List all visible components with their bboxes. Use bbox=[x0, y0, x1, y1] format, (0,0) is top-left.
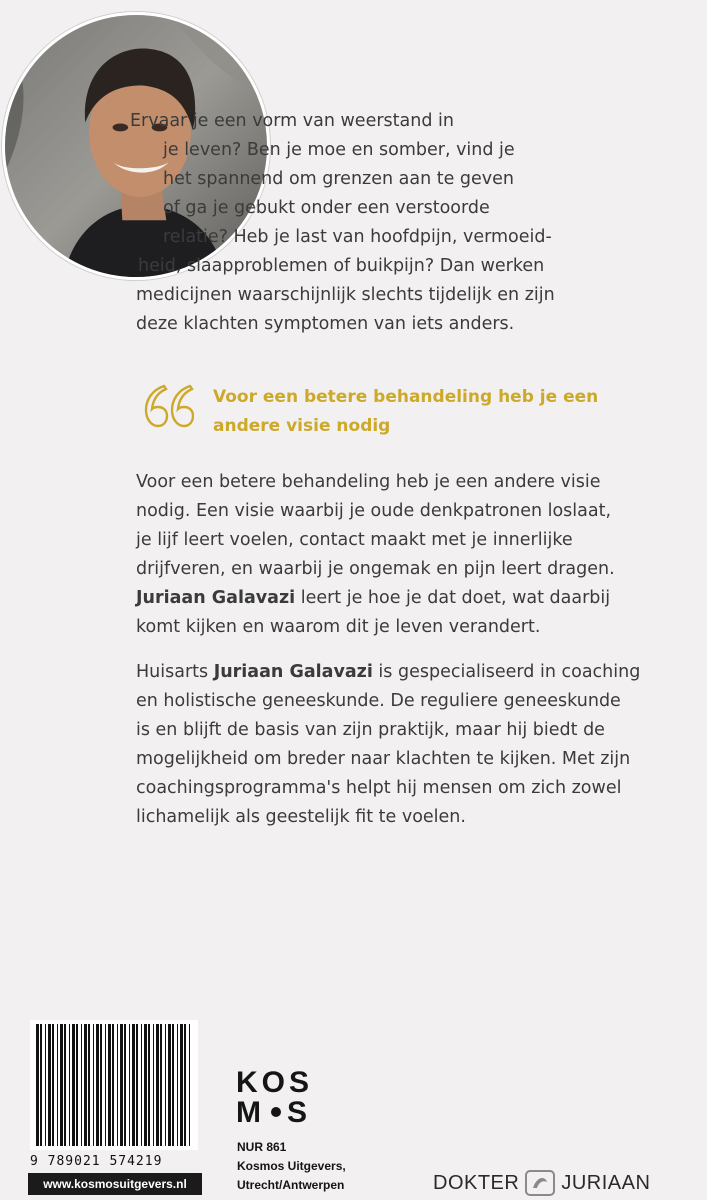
barcode-bar bbox=[96, 1024, 99, 1146]
barcode-bar bbox=[124, 1024, 126, 1146]
logo-row-2 bbox=[236, 1098, 316, 1128]
body-line: en holistische geneeskunde. De reguliere geneeskunde bbox=[136, 691, 621, 711]
barcode-bar bbox=[141, 1024, 142, 1146]
barcode-bar bbox=[180, 1024, 183, 1146]
barcode-bar bbox=[136, 1024, 138, 1146]
brand-emblem-icon bbox=[523, 1168, 557, 1198]
brand-right: JURIAAN bbox=[561, 1171, 651, 1194]
barcode-bar bbox=[168, 1024, 171, 1146]
body-line: coachingsprogramma's helpt hij mensen om zich zowel bbox=[136, 778, 622, 798]
intro-line: medicijnen waarschijnlijk slechts tijdelijk en zijn bbox=[136, 285, 555, 305]
barcode-bar bbox=[100, 1024, 102, 1146]
dokter-juriaan-logo bbox=[433, 1168, 650, 1198]
barcode-bar bbox=[108, 1024, 111, 1146]
body-line-rest: leert je hoe je dat doet, wat daarbij bbox=[295, 588, 611, 608]
intro-paragraph bbox=[130, 107, 690, 339]
body-line: nodig. Een visie waarbij je oude denkpatronen loslaat, bbox=[136, 501, 612, 521]
barcode-bar bbox=[60, 1024, 63, 1146]
barcode-bars bbox=[30, 1020, 198, 1150]
logo-row-1: KOS bbox=[236, 1066, 314, 1099]
body-line: Voor een betere behandeling heb je een andere visie bbox=[136, 472, 601, 492]
intro-line: of ga je gebukt onder een verstoorde bbox=[163, 198, 490, 218]
barcode-bar bbox=[132, 1024, 135, 1146]
publisher-name: Kosmos Uitgevers, bbox=[237, 1159, 346, 1173]
body-line-pre: Huisarts bbox=[136, 662, 214, 682]
body-paragraph-2 bbox=[136, 658, 696, 832]
barcode bbox=[30, 1020, 198, 1150]
barcode-bar bbox=[144, 1024, 147, 1146]
logo-letter: M bbox=[236, 1096, 265, 1129]
publisher-website: www.kosmosuitgevers.nl bbox=[28, 1173, 202, 1195]
intro-line: heid, slaapproblemen of buikpijn? Dan werken bbox=[138, 256, 545, 276]
intro-line: relatie? Heb je last van hoofdpijn, vermoeid- bbox=[163, 227, 552, 247]
barcode-bar bbox=[129, 1024, 130, 1146]
barcode-bar bbox=[148, 1024, 150, 1146]
body-line: is en blijft de basis van zijn praktijk, maar hij biedt de bbox=[136, 720, 605, 740]
intro-line: het spannend om grenzen aan te geven bbox=[163, 169, 515, 189]
intro-line: je leven? Ben je moe en somber, vind je bbox=[163, 140, 515, 160]
author-name: Juriaan Galavazi bbox=[136, 588, 296, 608]
imprint bbox=[237, 1138, 346, 1195]
barcode-bar bbox=[117, 1024, 118, 1146]
logo-letter: S bbox=[287, 1096, 312, 1129]
body-line: je lijf leert voelen, contact maakt met je innerlijke bbox=[136, 530, 573, 550]
barcode-bar bbox=[120, 1024, 123, 1146]
barcode-bar bbox=[88, 1024, 90, 1146]
barcode-bar bbox=[48, 1024, 51, 1146]
barcode-bar bbox=[189, 1024, 190, 1146]
pull-quote bbox=[213, 383, 683, 441]
barcode-bar bbox=[160, 1024, 162, 1146]
barcode-bar bbox=[69, 1024, 70, 1146]
barcode-bar bbox=[177, 1024, 178, 1146]
publisher-location: Utrecht/Antwerpen bbox=[237, 1178, 345, 1192]
barcode-bar bbox=[72, 1024, 75, 1146]
publisher-logo bbox=[236, 1068, 316, 1128]
quote-mark-icon bbox=[142, 382, 194, 430]
logo-dot-icon bbox=[271, 1107, 281, 1117]
barcode-digits: 9 789021 574219 bbox=[30, 1154, 163, 1169]
intro-line: Ervaar je een vorm van weerstand in bbox=[130, 111, 454, 131]
body-line bbox=[136, 658, 696, 687]
barcode-bar bbox=[172, 1024, 174, 1146]
barcode-bar bbox=[57, 1024, 58, 1146]
barcode-bar bbox=[93, 1024, 94, 1146]
barcode-bar bbox=[84, 1024, 87, 1146]
barcode-bar bbox=[156, 1024, 159, 1146]
barcode-bar bbox=[45, 1024, 46, 1146]
intro-line: deze klachten symptomen van iets anders. bbox=[136, 314, 515, 334]
brand-left: DOKTER bbox=[433, 1171, 520, 1194]
nur-code: NUR 861 bbox=[237, 1140, 287, 1154]
author-name: Juriaan Galavazi bbox=[213, 662, 373, 682]
barcode-bar bbox=[52, 1024, 54, 1146]
body-line: lichamelijk als geestelijk fit te voelen. bbox=[136, 807, 466, 827]
barcode-bar bbox=[184, 1024, 186, 1146]
pull-quote-line: andere visie nodig bbox=[213, 416, 391, 436]
body-line: mogelijkheid om breder naar klachten te kijken. Met zijn bbox=[136, 749, 631, 769]
barcode-bar bbox=[165, 1024, 166, 1146]
barcode-bar bbox=[81, 1024, 82, 1146]
barcode-bar bbox=[40, 1024, 42, 1146]
body-line: drijfveren, en waarbij je ongemak en pijn leert dragen. bbox=[136, 559, 615, 579]
barcode-bar bbox=[153, 1024, 154, 1146]
barcode-bar bbox=[112, 1024, 114, 1146]
pull-quote-line: Voor een betere behandeling heb je een bbox=[213, 387, 599, 407]
barcode-bar bbox=[36, 1024, 39, 1146]
body-paragraph-1 bbox=[136, 468, 696, 642]
barcode-bar bbox=[105, 1024, 106, 1146]
body-line-rest: is gespecialiseerd in coaching bbox=[372, 662, 641, 682]
barcode-bar bbox=[76, 1024, 78, 1146]
barcode-bar bbox=[64, 1024, 66, 1146]
body-line bbox=[136, 584, 696, 613]
body-line: komt kijken en waarom dit je leven verandert. bbox=[136, 617, 541, 637]
